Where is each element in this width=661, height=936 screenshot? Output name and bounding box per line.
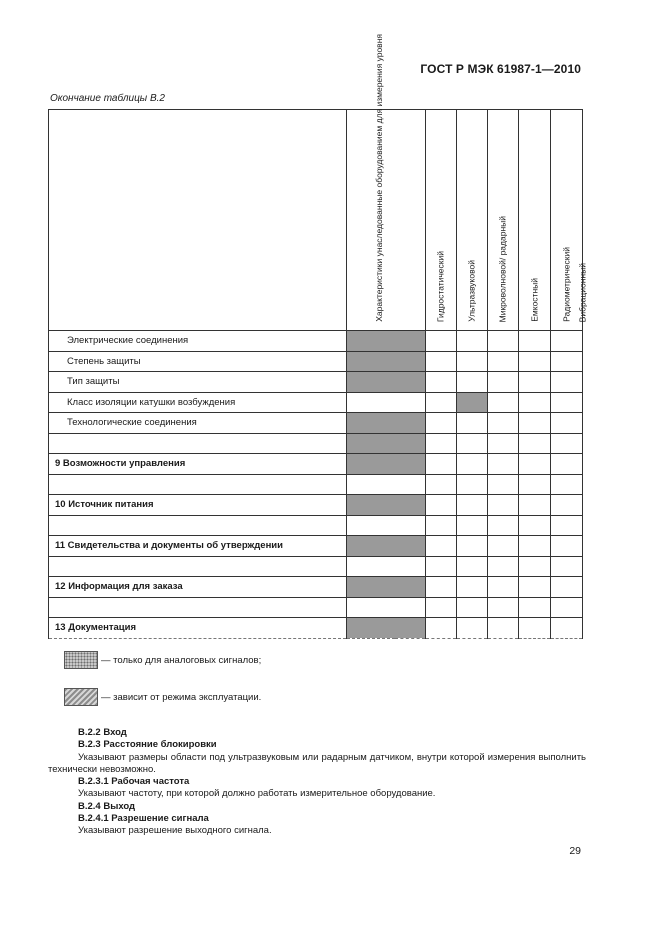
table-row: [49, 351, 583, 372]
table-cell: [488, 556, 519, 577]
table-row: [49, 597, 583, 618]
table-cell: [488, 618, 519, 639]
table-cell: [488, 515, 519, 536]
table-cell: [551, 392, 583, 413]
table-cell: [426, 413, 457, 434]
table-cell: [519, 515, 551, 536]
table-row: [49, 618, 583, 639]
column-header-hydrostatic: [426, 110, 457, 331]
table-row: [49, 392, 583, 413]
table-cell: [519, 433, 551, 454]
table-cell: [426, 372, 457, 393]
table-cell: [426, 536, 457, 557]
table-cell: [519, 413, 551, 434]
column-header-text: Радиометрический: [561, 247, 571, 322]
legend-mode-text: — зависит от режима эксплуатации.: [101, 691, 262, 703]
table-cell: [426, 495, 457, 516]
table-cell: [457, 372, 488, 393]
table-cell: [519, 556, 551, 577]
page-number: 29: [569, 845, 581, 857]
table-cell: [488, 597, 519, 618]
table-row: [49, 474, 583, 495]
table-cell: [457, 413, 488, 434]
table-row: [49, 556, 583, 577]
table-cell: [551, 454, 583, 475]
table-row: [49, 577, 583, 598]
table-cell: [488, 577, 519, 598]
row-label: Тип защиты: [49, 372, 347, 393]
shaded-cell: [347, 351, 426, 372]
table-cell: [488, 351, 519, 372]
table-cell: [551, 556, 583, 577]
table-row: [49, 331, 583, 352]
table-cell: [519, 618, 551, 639]
table-cell: [488, 433, 519, 454]
table-cell: [519, 351, 551, 372]
table-cell: [519, 495, 551, 516]
table-cell: [426, 577, 457, 598]
table-caption: Окончание таблицы В.2: [50, 93, 165, 104]
table-cell: [519, 474, 551, 495]
table-cell: [426, 331, 457, 352]
table-cell: [488, 536, 519, 557]
shaded-cell: [347, 372, 426, 393]
table-cell: [457, 495, 488, 516]
paragraph-b23: Указывают размеры области под ультразвуковым или радарным датчиком, внутри которой измерения выполнить технически невозможно.: [48, 751, 586, 775]
table-cell: [488, 495, 519, 516]
table-cell: [551, 474, 583, 495]
table-cell: [426, 556, 457, 577]
column-header-text: Вибрационный: [577, 262, 588, 322]
table-cell: [519, 454, 551, 475]
table-cell: [551, 515, 583, 536]
table-cell: [519, 536, 551, 557]
row-label: 12 Информация для заказа: [49, 577, 347, 598]
heading-b231: B.2.3.1 Рабочая частота: [78, 776, 190, 788]
table-cell: [551, 351, 583, 372]
table-cell: [426, 351, 457, 372]
row-label: Степень защиты: [49, 351, 347, 372]
table-cell: [347, 597, 426, 618]
table-cell: [457, 556, 488, 577]
shaded-cell: [347, 433, 426, 454]
document-header: ГОСТ Р МЭК 61987-1—2010: [420, 62, 581, 76]
table-header-row: [49, 110, 583, 331]
row-label: [49, 597, 347, 618]
column-header-capacitive: [519, 110, 551, 331]
table-cell: [457, 474, 488, 495]
heading-b241: B.2.4.1 Разрешение сигнала: [78, 813, 209, 825]
table-cell: [519, 372, 551, 393]
table-cell: [551, 331, 583, 352]
row-label: 10 Источник питания: [49, 495, 347, 516]
table-cell: [457, 351, 488, 372]
legend-mode: [64, 688, 261, 706]
table-cell: [488, 392, 519, 413]
table-row: [49, 536, 583, 557]
section-text: [48, 727, 586, 838]
shaded-cell: [457, 392, 488, 413]
table-cell: [551, 597, 583, 618]
table-cell: [488, 372, 519, 393]
table-cell: [551, 577, 583, 598]
column-header-text: Емкостный: [529, 278, 539, 322]
column-header-ultrasonic: [457, 110, 488, 331]
column-header-microwave-radar: [488, 110, 519, 331]
row-label: [49, 433, 347, 454]
header-blank-cell: [49, 110, 347, 331]
paragraph-b231: Указывают частоту, при которой должно работать измерительное оборудование.: [78, 788, 436, 800]
table-cell: [457, 433, 488, 454]
table-cell: [551, 413, 583, 434]
table-row: [49, 515, 583, 536]
row-label: 9 Возможности управления: [49, 454, 347, 475]
row-label: Электрические соединения: [49, 331, 347, 352]
row-label: [49, 556, 347, 577]
row-label: 11 Свидетельства и документы об утверждении: [49, 536, 347, 557]
table-cell: [426, 474, 457, 495]
column-header-text: Микроволновой/ радарный: [497, 215, 508, 322]
table-cell: [347, 392, 426, 413]
shaded-cell: [347, 536, 426, 557]
shaded-cell: [347, 495, 426, 516]
table-row: [49, 433, 583, 454]
hatched-pattern-swatch: [64, 688, 98, 706]
table-cell: [551, 536, 583, 557]
table-cell: [519, 392, 551, 413]
shaded-cell: [347, 331, 426, 352]
heading-b24: B.2.4 Выход: [78, 800, 136, 812]
column-header-characteristics: [347, 34, 426, 331]
table-cell: [426, 515, 457, 536]
shaded-cell: [347, 577, 426, 598]
table-cell: [347, 556, 426, 577]
table-cell: [488, 454, 519, 475]
table-row: [49, 372, 583, 393]
row-label: Класс изоляции катушки возбуждения: [49, 392, 347, 413]
heading-b22: B.2.2 Вход: [78, 727, 127, 738]
table-row: [49, 454, 583, 475]
table-cell: [488, 474, 519, 495]
column-header-text: Характеристики унаследованные оборудованием для измерения уровня: [374, 34, 384, 322]
table-cell: [457, 331, 488, 352]
table-cell: [488, 413, 519, 434]
table-cell: [457, 597, 488, 618]
table-cell: [551, 433, 583, 454]
table-cell: [426, 597, 457, 618]
shaded-cell: [347, 618, 426, 639]
table-row: [49, 495, 583, 516]
paragraph-b241: Указывают разрешение выходного сигнала.: [78, 825, 272, 837]
table-cell: [551, 495, 583, 516]
table-cell: [426, 618, 457, 639]
table-cell: [426, 392, 457, 413]
table-cell: [347, 474, 426, 495]
table-cell: [551, 372, 583, 393]
shaded-cell: [347, 454, 426, 475]
table-cell: [457, 515, 488, 536]
table-cell: [426, 454, 457, 475]
table-cell: [519, 331, 551, 352]
legend-analog-text: — только для аналоговых сигналов;: [101, 654, 262, 666]
table-cell: [457, 536, 488, 557]
table-cell: [457, 577, 488, 598]
column-header-text: Гидростатический: [435, 250, 446, 322]
table-cell: [488, 331, 519, 352]
table-cell: [457, 454, 488, 475]
column-header-text: Ультразвуковой: [466, 260, 477, 322]
table-cell: [347, 515, 426, 536]
row-label: [49, 474, 347, 495]
table-cell: [457, 618, 488, 639]
heading-b23: B.2.3 Расстояние блокировки: [78, 739, 217, 751]
row-label: [49, 515, 347, 536]
table-cell: [426, 433, 457, 454]
table-cell: [551, 618, 583, 639]
row-label: 13 Документация: [49, 618, 347, 639]
shaded-cell: [347, 413, 426, 434]
table-cell: [519, 597, 551, 618]
table-cell: [519, 577, 551, 598]
dotted-pattern-swatch: [64, 651, 98, 669]
row-label: Технологические соединения: [49, 413, 347, 434]
table-row: [49, 413, 583, 434]
legend-analog: [64, 651, 261, 669]
